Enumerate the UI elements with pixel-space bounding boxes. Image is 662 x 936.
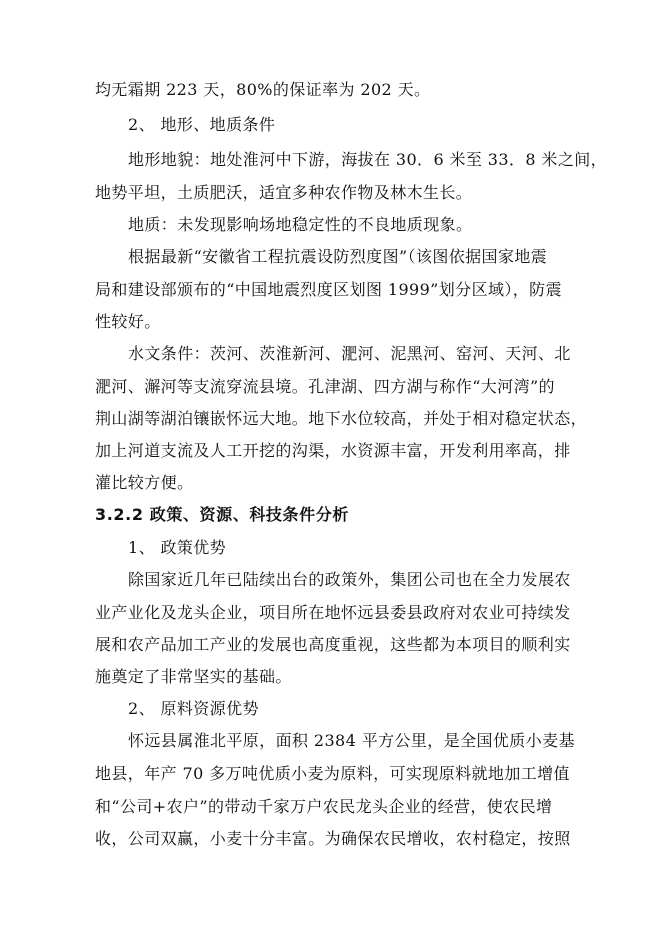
subheading-terrain-geology: 2、 地形、地质条件 — [128, 115, 276, 134]
text-line-seismic-3: 性较好。 — [95, 312, 161, 331]
subheading-resource-advantage: 2、 原料资源优势 — [128, 699, 259, 718]
text-line-hydrology-2: 淝河、澥河等支流穿流县境。孔津湖、四方湖与称作“大河湾”的 — [95, 377, 555, 396]
text-line-policy-3: 展和农产品加工产业的发展也高度重视，这些都为本项目的顺利实 — [95, 635, 571, 654]
text-line-hydrology-1: 水文条件：茨河、茨淮新河、淝河、泥黑河、窑河、天河、北 — [128, 344, 571, 363]
section-heading-3-2-2: 3.2.2 政策、资源、科技条件分析 — [95, 505, 349, 524]
text-line-resource-2: 地县，年产 70 多万吨优质小麦为原料，可实现原料就地加工增值 — [95, 764, 570, 783]
subheading-policy-advantage: 1、 政策优势 — [128, 538, 227, 557]
text-line-policy-2: 业产业化及龙头企业，项目所在地怀远县委县政府对农业可持续发 — [95, 603, 571, 622]
text-line-terrain: 地势平坦，土质肥沃，适宜多种农作物及林木生长。 — [95, 183, 473, 202]
text-line-seismic-2: 局和建设部颁布的“中国地震烈度区划图 1999”划分区域），防震 — [95, 280, 562, 299]
text-line-geology: 地质：未发现影响场地稳定性的不良地质现象。 — [128, 215, 473, 234]
text-line-resource-4: 收，公司双赢，小麦十分丰富。为确保农民增收，农村稳定，按照 — [95, 829, 571, 848]
text-line-seismic-1: 根据最新“安徽省工程抗震设防烈度图”（该图依据国家地震 — [128, 247, 548, 266]
text-line-policy-1: 除国家近几年已陆续出台的政策外，集团公司也在全力发展农 — [128, 570, 571, 589]
text-line-resource-1: 怀远县属淮北平原，面积 2384 平方公里，是全国优质小麦基 — [128, 731, 575, 750]
text-line-hydrology-5: 灌比较方便。 — [95, 473, 194, 492]
text-line-policy-4: 施奠定了非常坚实的基础。 — [95, 667, 292, 686]
text-line-hydrology-4: 加上河道支流及人工开挖的沟渠，水资源丰富，开发利用率高，排 — [95, 441, 571, 460]
text-line-landform: 地形地貌：地处淮河中下游，海拔在 30．6 米至 33．8 米之间， — [128, 150, 608, 169]
text-line-frost-free-period: 均无霜期 223 天，80%的保证率为 202 天。 — [95, 80, 431, 99]
text-line-hydrology-3: 荆山湖等湖泊镶嵌怀远大地。地下水位较高，并处于相对稳定状态， — [95, 409, 588, 428]
text-line-resource-3: 和“公司+农户”的带动千家万户农民龙头企业的经营，使农民增 — [95, 797, 553, 816]
